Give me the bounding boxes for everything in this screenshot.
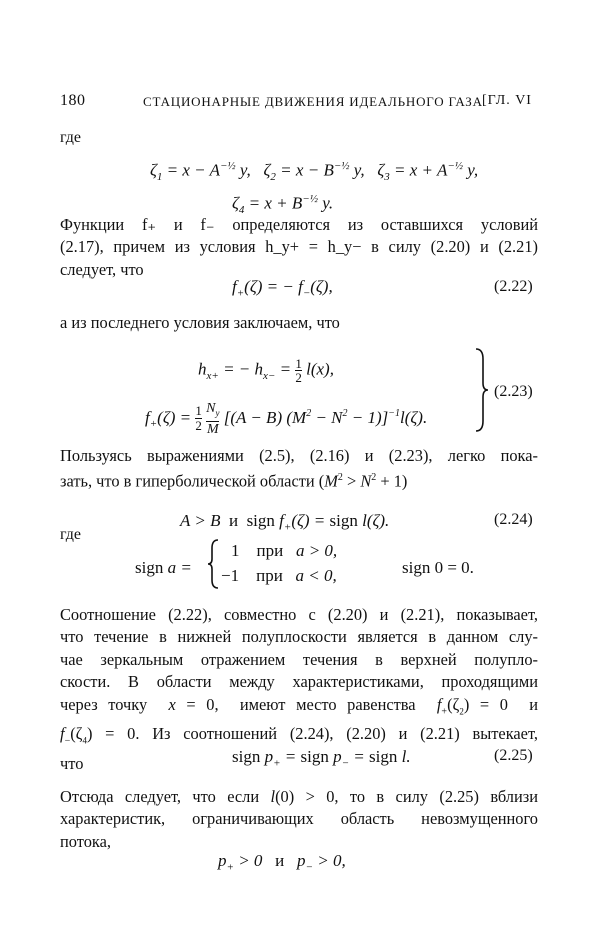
text-line: Соотношение (2.22), совместно с (2.20) и (2.21), показывает, <box>60 605 538 624</box>
text-line: через точку x = 0, имеют место равенства $f_+(\zeta_2) = 0$ и <box>60 694 539 717</box>
equation-2-24: A > B и sign $f_+(\zeta)$ = sign l(ζ). <box>180 511 390 534</box>
equation-zeta-line1: $\zeta_1 = x - A^{-\frac{1}{2}}$ y, $\zeta_2 = x - B^{-\frac{1}{2}}$ y, $\zeta_3 = x + A^{-\frac{1}{2}}$ y, <box>150 160 479 184</box>
equation-zeta-line2: $\zeta_4 = x + B^{-\frac{1}{2}}$ y. <box>232 193 334 217</box>
equation-number: (2.23) <box>494 383 533 400</box>
right-brace-icon <box>474 347 490 433</box>
paragraph-using <box>60 445 538 493</box>
equation-2-23-line1: $h_{x+}$ = − $h_{x-} = 1$ 2 l(x), <box>198 356 334 385</box>
text-line: Пользуясь выражениями (2.5), (2.16) и (2.23), легко пока- <box>60 446 538 465</box>
text-line: $f_-(\zeta_4) = 0$. Из соотношений (2.24), (2.20) и (2.21) вытекает, <box>60 724 538 747</box>
paragraph-last-condition: а из последнего условия заключаем, что <box>60 313 340 332</box>
text-line: потока, <box>60 831 111 851</box>
text-line: следует, что <box>60 259 144 279</box>
sign-case-2: −1 при a < 0, <box>221 566 337 585</box>
paragraph-functions <box>60 214 538 281</box>
where-label: где <box>60 526 82 543</box>
equation-number: (2.25) <box>494 747 533 764</box>
text-line: зать, что в гиперболической области $(M^2 > N^2 + 1)$ <box>60 471 408 491</box>
text-line: чае зеркальным отражением течения в верхней полупло- <box>60 649 538 669</box>
text-line: что <box>60 754 84 773</box>
text-line: что течение в нижней полуплоскости является в данном слу- <box>60 627 538 647</box>
text-line: скости. В области между характеристиками, проходящими <box>60 672 538 692</box>
text-line: Отсюда следует, что если l(0) > 0, то в силу (2.25) вблизи <box>60 787 538 806</box>
text-line: Функции f₊ и f₋ определяются из оставшихся условий <box>60 215 538 234</box>
text-line: характеристик, ограничивающих область невозмущенного <box>60 809 538 829</box>
paragraph-hence <box>60 786 538 853</box>
text-line: (2.17), причем из условия h_y+ = h_y− в силу (2.20) и (2.21) <box>60 237 538 257</box>
sign-definition-lhs: sign a = <box>135 558 192 577</box>
equation-2-23-line2: $f_+(\zeta) = 1$ 2 $N_y$ M [(A − B) $(M^2 - N^2 - 1)]^{-1}l(\zeta)$. <box>145 401 428 437</box>
sign-case-1: 1 при a > 0, <box>231 541 338 560</box>
equation-number: (2.22) <box>494 278 533 295</box>
page-number: 180 <box>60 92 86 109</box>
equation-final: $p_+ > 0$ и $p_- > 0$, <box>218 851 346 874</box>
sign-zero: sign 0 = 0. <box>402 558 474 577</box>
where-label: где <box>60 129 82 146</box>
equation-2-22: $f_+(\zeta)$ = − $f_-(\zeta)$, <box>232 277 333 300</box>
chapter-label: [ГЛ. VI <box>482 93 532 108</box>
equation-2-25: sign $p_+$ = sign $p_-$ = sign l. <box>232 747 411 770</box>
running-title: СТАЦИОНАРНЫЕ ДВИЖЕНИЯ ИДЕАЛЬНОГО ГАЗА <box>143 94 483 109</box>
left-brace-icon <box>206 538 220 590</box>
equation-number: (2.24) <box>494 511 533 528</box>
